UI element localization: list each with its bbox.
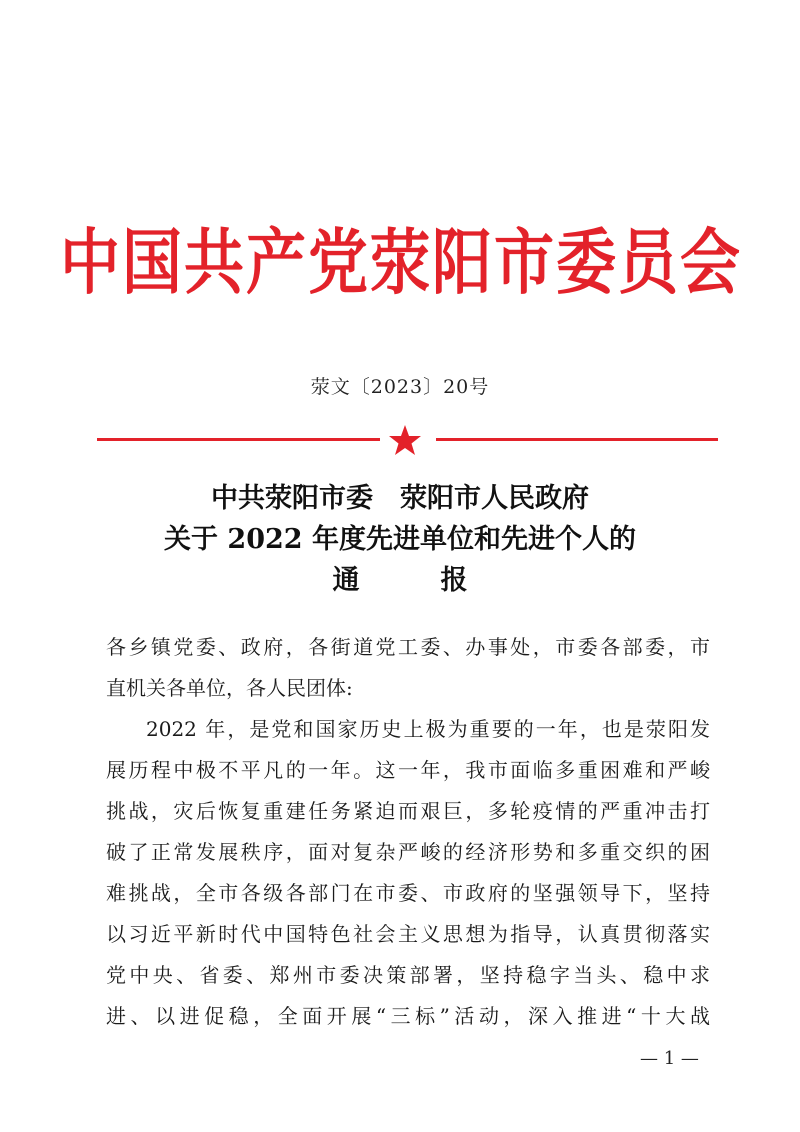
page-number: — 1 — <box>640 1048 699 1069</box>
paragraph-line: 展历程中极不平凡的一年。这一年，我市面临多重困难和严峻 <box>106 758 710 782</box>
document-number: 荥文〔2023〕20号 <box>310 376 490 398</box>
title-line-3: 通 报 <box>332 565 468 596</box>
recipients-line: 各乡镇党委、政府，各街道党工委、办事处，市委各部委，市 <box>106 635 710 659</box>
red-divider-right <box>436 438 718 441</box>
red-divider-left <box>97 438 380 441</box>
issuing-authority-header: 中国共产党荥阳市委员会 <box>60 222 742 305</box>
paragraph-line: 破了正常发展秩序，面对复杂严峻的经济形势和多重交织的困 <box>106 840 710 864</box>
paragraph-line: 2022 年，是党和国家历史上极为重要的一年，也是荥阳发 <box>146 717 710 741</box>
red-star-icon <box>388 424 422 456</box>
recipients-line: 直机关各单位，各人民团体: <box>106 676 353 700</box>
paragraph-line: 以习近平新时代中国特色社会主义思想为指导，认真贯彻落实 <box>106 922 710 946</box>
title-line-1: 中共荥阳市委 荥阳市人民政府 <box>211 483 589 514</box>
paragraph-line: 进、以进促稳，全面开展“三标”活动，深入推进“十大战 <box>106 1004 710 1028</box>
paragraph-line: 难挑战，全市各级各部门在市委、市政府的坚强领导下，坚持 <box>106 881 710 905</box>
title-line-2: 关于 2022 年度先进单位和先进个人的 <box>164 524 636 555</box>
paragraph-line: 党中央、省委、郑州市委决策部署，坚持稳字当头、稳中求 <box>106 963 710 987</box>
paragraph-line: 挑战，灾后恢复重建任务紧迫而艰巨，多轮疫情的严重冲击打 <box>106 799 710 823</box>
